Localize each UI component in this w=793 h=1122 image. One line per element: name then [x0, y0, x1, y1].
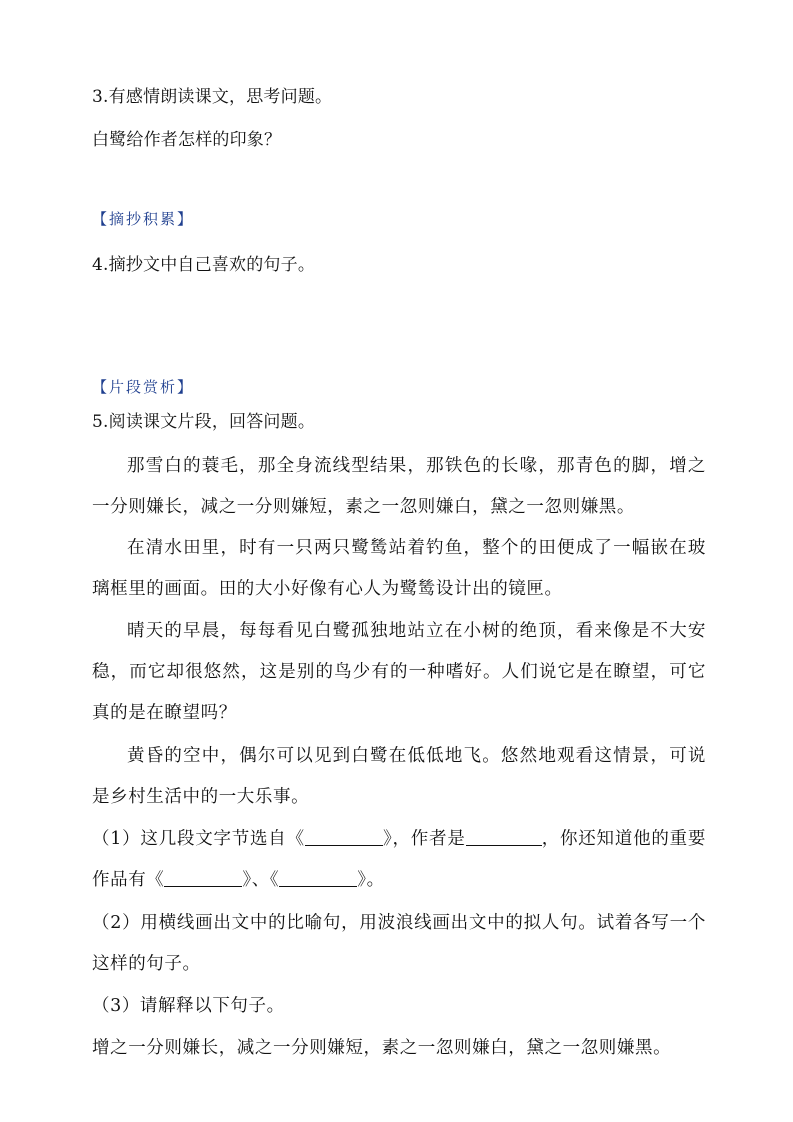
answer-blank-source[interactable] — [305, 827, 383, 846]
passage-paragraph-2: 在清水田里，时有一只两只鹭鸶站着钓鱼，整个的田便成了一幅嵌在玻璃框里的画面。田的大小好像有心人为鹭鸶设计出的镜匣。 — [92, 538, 706, 599]
subquestion-1-text-c: ，你还知道他的重要作品有《 — [92, 829, 706, 890]
section-heading-appreciation: 【片段赏析】 — [92, 378, 195, 396]
q5-title: 5.阅读课文片段，回答问题。 — [92, 412, 316, 432]
q3-title: 3.有感情朗读课文，思考问题。 — [92, 87, 333, 107]
subquestion-1 — [92, 819, 706, 901]
subquestion-1-text-e: 》。 — [357, 870, 385, 890]
answer-blank-work-1[interactable] — [164, 868, 242, 887]
subquestion-2: （2）用横线画出文中的比喻句，用波浪线画出文中的拟人句。试着各写一个这样的句子。 — [92, 913, 706, 974]
subquestion-1-text-d: 》、《 — [242, 870, 280, 890]
section-heading-excerpt: 【摘抄积累】 — [92, 210, 195, 228]
answer-blank-author[interactable] — [466, 827, 542, 846]
passage-paragraph-4: 黄昏的空中，偶尔可以见到白鹭在低低地飞。悠然地观看这情景，可说是乡村生活中的一大乐事。 — [92, 746, 706, 807]
q3-question: 白鹭给作者怎样的印象？ — [92, 130, 282, 150]
answer-blank-work-2[interactable] — [279, 868, 357, 887]
subquestion-3-label: （3）请解释以下句子。 — [92, 996, 285, 1016]
q4-title: 4.摘抄文中自己喜欢的句子。 — [92, 255, 316, 275]
subquestion-1-text-a: （1）这几段文字节选自《 — [92, 829, 305, 849]
passage-paragraph-1: 那雪白的蓑毛，那全身流线型结果，那铁色的长喙，那青色的脚，增之一分则嫌长，减之一分则嫌短，素之一忽则嫌白，黛之一忽则嫌黑。 — [92, 456, 706, 517]
subquestion-3-sentence: 增之一分则嫌长，减之一分则嫌短，素之一忽则嫌白，黛之一忽则嫌黑。 — [92, 1038, 672, 1058]
passage-paragraph-3: 晴天的早晨，每每看见白鹭孤独地站立在小树的绝顶，看来像是不大安稳，而它却很悠然，这是别的鸟少有的一种嗜好。人们说它是在瞭望，可它真的是在瞭望吗？ — [92, 621, 706, 723]
subquestion-1-text-b: 》，作者是 — [382, 829, 466, 849]
